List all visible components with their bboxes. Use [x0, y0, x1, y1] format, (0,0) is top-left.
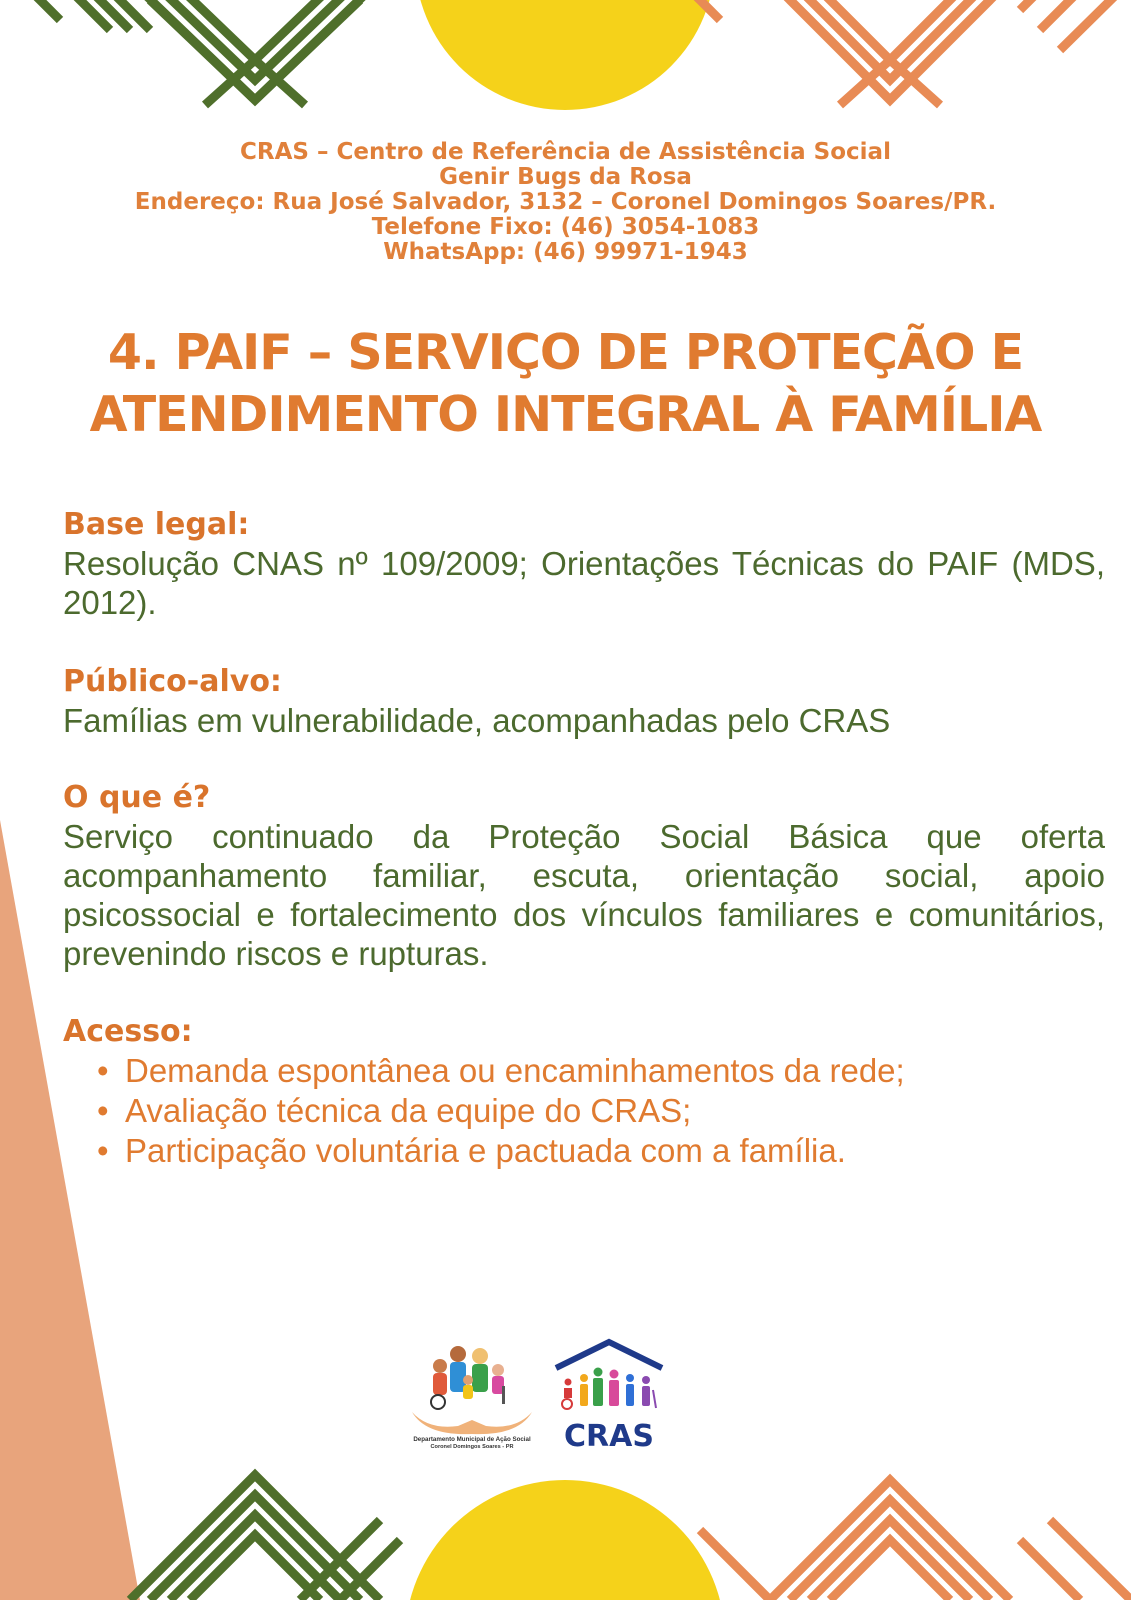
dept-logo-line-2: Coronel Domingos Soares - PR — [430, 1444, 514, 1450]
list-item — [63, 1051, 1105, 1091]
top-right-orange-chevrons — [680, 0, 1131, 105]
title-line-2: ATENDIMENTO INTEGRAL À FAMÍLIA — [89, 386, 1042, 443]
base-legal-text: Resolução CNAS nº 109/2009; Orientações Técnicas do PAIF (MDS, 2012). — [63, 545, 1105, 621]
header-whatsapp: WhatsApp: (46) 99971-1943 — [383, 239, 748, 265]
section-publico-alvo — [63, 663, 1105, 740]
section-base-legal — [63, 506, 1105, 622]
top-left-green-chevrons — [20, 0, 380, 105]
header-unit-name: Genir Bugs da Rosa — [439, 164, 692, 190]
dept-logo-line-1: Departamento Municipal de Ação Social — [413, 1436, 531, 1443]
bottom-right-orange-chevrons — [700, 1480, 1131, 1600]
bottom-yellow-sun — [405, 1480, 725, 1600]
bottom-left-green-chevrons — [130, 1475, 400, 1600]
header-phone: Telefone Fixo: (46) 3054-1083 — [371, 214, 760, 240]
bullet-icon: • — [97, 1092, 109, 1129]
list-item — [63, 1091, 1105, 1131]
publico-alvo-text: Famílias em vulnerabilidade, acompanhadas pelo CRAS — [63, 702, 891, 739]
bullet-icon: • — [97, 1052, 109, 1089]
list-item — [63, 1131, 1105, 1171]
acesso-list — [63, 1051, 1105, 1171]
o-que-e-text: Serviço continuado da Proteção Social Básica que oferta acompanhamento familiar, escuta, orientação social, apoio psicossocial e fortalecimento dos vínculos familiares e comunitários, prevenindo riscos e rupturas. — [63, 818, 1105, 972]
contact-header — [0, 140, 1131, 265]
top-yellow-sun — [415, 0, 715, 110]
dept-acao-social-logo — [398, 1340, 546, 1450]
section-acesso — [63, 1013, 1105, 1171]
section-o-que-e — [63, 779, 1105, 973]
bullet-icon: • — [97, 1132, 109, 1169]
acesso-item-3: Participação voluntária e pactuada com a família. — [125, 1132, 846, 1169]
base-legal-heading: Base legal: — [63, 507, 250, 542]
cras-logo-text: CRAS — [564, 1419, 654, 1454]
header-address: Endereço: Rua José Salvador, 3132 – Coronel Domingos Soares/PR. — [134, 189, 997, 215]
acesso-item-2: Avaliação técnica da equipe do CRAS; — [125, 1092, 692, 1129]
cras-logo — [552, 1338, 666, 1456]
title-line-1: 4. PAIF – SERVIÇO DE PROTEÇÃO E — [107, 324, 1024, 381]
publico-alvo-heading: Público-alvo: — [63, 664, 282, 699]
acesso-item-1: Demanda espontânea ou encaminhamentos da rede; — [125, 1052, 905, 1089]
acesso-heading: Acesso: — [63, 1014, 193, 1049]
page-title — [40, 322, 1091, 446]
o-que-e-heading: O que é? — [63, 780, 211, 815]
header-org-name: CRAS – Centro de Referência de Assistência Social — [240, 139, 891, 165]
